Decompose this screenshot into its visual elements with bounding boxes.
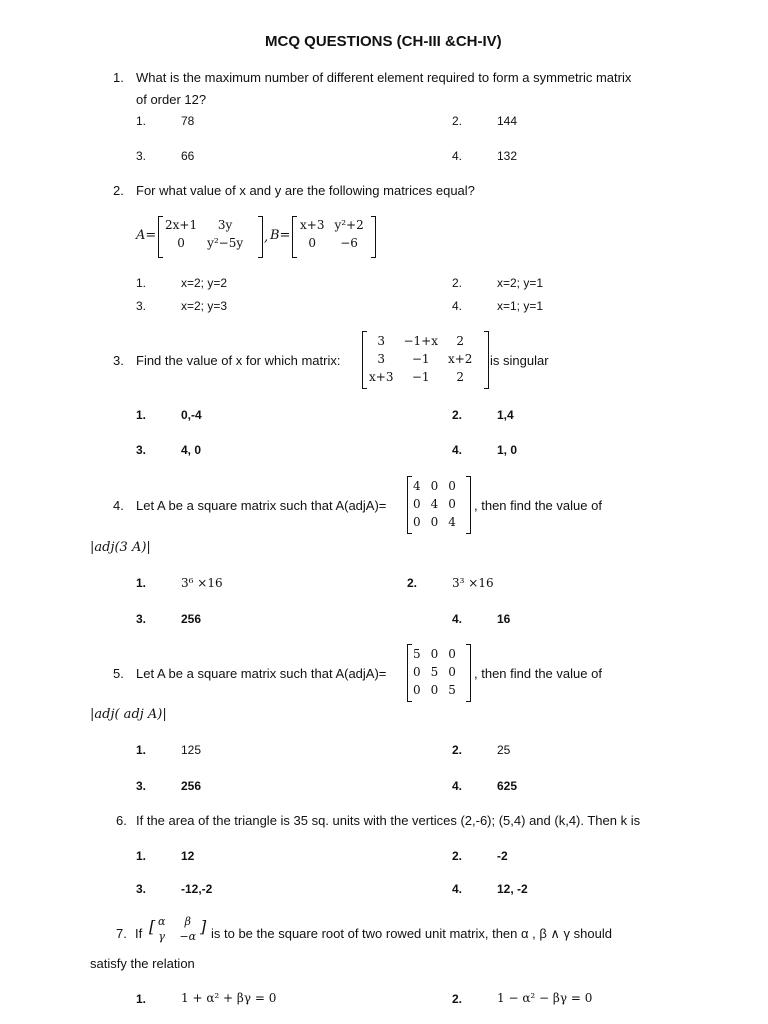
question-number: 6. — [116, 813, 127, 828]
option-number: 3. — [136, 779, 147, 793]
option-number: 2. — [407, 576, 418, 590]
matrix-cell: 3y — [217, 218, 233, 232]
question-text: If the area of the triangle is 35 sq. units with the vertices (2,-6); (5,4) and (k,4). Then k is — [136, 813, 641, 828]
option-number: 1. — [136, 743, 147, 757]
option-number: 4. — [452, 149, 463, 163]
matrix-cell: 4 — [430, 497, 439, 511]
question-prefix: If — [135, 926, 143, 941]
option-number: 1. — [136, 408, 147, 422]
matrix-cell: 0 — [413, 515, 421, 529]
option-number: 1. — [136, 576, 147, 590]
matrix-cell: α — [158, 915, 166, 928]
question-text: is to be the square root of two rowed unit matrix, then α , β ∧ γ should — [211, 926, 612, 941]
question-suffix: , then find the value of — [474, 498, 602, 513]
option-number: 3. — [136, 612, 147, 626]
option-value: x=2; y=2 — [181, 276, 228, 290]
matrix-cell: 2 — [456, 334, 465, 348]
option-number: 2. — [452, 992, 463, 1006]
matrix-cell: 0 — [413, 665, 421, 679]
question-number: 1. — [113, 70, 124, 85]
matrix-cell: 3 — [377, 352, 386, 366]
matrix-bracket-right — [466, 476, 471, 534]
option-number: 1. — [136, 276, 147, 290]
matrix-cell: 0 — [448, 665, 456, 679]
matrix-cell: 2 — [456, 370, 465, 384]
option-value: 125 — [181, 743, 202, 757]
question-text: For what value of x and y are the following matrices equal? — [136, 183, 475, 198]
question-number: 3. — [113, 353, 124, 368]
option-value: 1 + α² + βγ = 0 — [181, 991, 277, 1005]
matrix-cell: x+3 — [369, 370, 394, 384]
matrix-q7 — [151, 914, 203, 944]
option-number: 2. — [452, 276, 463, 290]
option-number: 3. — [136, 299, 147, 313]
matrix-separator: , — [264, 230, 269, 245]
matrix-bracket-right — [484, 331, 489, 389]
matrix-cell: 0 — [413, 497, 421, 511]
matrix-cell: 5 — [448, 683, 456, 697]
matrix-b — [295, 216, 369, 252]
option-value: 25 — [497, 743, 511, 757]
question-text: satisfy the relation — [90, 956, 195, 971]
matrix-q5 — [408, 645, 461, 699]
option-value: 625 — [497, 779, 518, 793]
option-number: 1. — [136, 849, 147, 863]
question-text: Find the value of x for which matrix: — [136, 353, 341, 368]
matrix-cell: −1 — [411, 370, 430, 384]
option-number: 1. — [136, 114, 147, 128]
matrix-cell: β — [184, 915, 191, 928]
matrix-bracket-right — [466, 644, 471, 702]
matrix-bracket-right: ] — [200, 917, 207, 936]
option-value: x=1; y=1 — [497, 299, 544, 313]
option-value: 132 — [497, 149, 518, 163]
option-value: 12 — [181, 849, 195, 863]
question-text: of order 12? — [136, 92, 207, 107]
page-title: MCQ QUESTIONS (CH-III &CH-IV) — [265, 33, 502, 50]
matrix-cell: 0 — [448, 497, 456, 511]
matrix-cell: −6 — [340, 236, 358, 250]
matrix-cell: 0 — [430, 479, 439, 493]
option-number: 1. — [136, 992, 147, 1006]
math-expression: |adj(3 A)| — [90, 540, 151, 555]
option-value: -12,-2 — [181, 882, 213, 896]
matrix-cell: 0 — [430, 647, 439, 661]
matrix-cell: 0 — [430, 683, 439, 697]
option-number: 4. — [452, 779, 463, 793]
matrix-q3 — [364, 332, 477, 386]
option-number: 2. — [452, 743, 463, 757]
matrix-cell: 5 — [430, 665, 439, 679]
option-value: 66 — [181, 149, 195, 163]
option-value: 3³ ×16 — [452, 576, 494, 590]
matrix-bracket-right — [258, 216, 263, 258]
option-value: 144 — [497, 114, 518, 128]
matrix-cell: 0 — [308, 236, 317, 250]
matrix-label-a: A= — [136, 228, 157, 243]
matrix-cell: 0 — [177, 236, 185, 250]
question-suffix: is singular — [490, 353, 549, 368]
matrix-q4 — [408, 477, 461, 531]
matrix-cell: 0 — [413, 683, 421, 697]
question-text: Let A be a square matrix such that A(adjA)= — [136, 666, 387, 681]
option-value: 12, -2 — [497, 882, 528, 896]
matrix-cell: x+2 — [447, 352, 473, 366]
matrix-label-b: B= — [270, 228, 291, 243]
option-number: 2. — [452, 114, 463, 128]
option-number: 3. — [136, 443, 147, 457]
matrix-cell: 0 — [448, 479, 456, 493]
option-number: 4. — [452, 443, 463, 457]
option-value: x=2; y=3 — [181, 299, 228, 313]
option-value: 0,-4 — [181, 408, 202, 422]
matrix-cell: 4 — [448, 515, 456, 529]
option-value: 4, 0 — [181, 443, 202, 457]
matrix-cell: 4 — [413, 479, 421, 493]
option-value: 3⁶ ×16 — [181, 576, 223, 590]
question-text: Let A be a square matrix such that A(adjA)= — [136, 498, 387, 513]
matrix-cell: y²−5y — [207, 236, 244, 250]
option-number: 4. — [452, 612, 463, 626]
option-value: 1,4 — [497, 408, 514, 422]
option-number: 3. — [136, 149, 147, 163]
matrix-a — [160, 216, 248, 252]
question-suffix: , then find the value of — [474, 666, 602, 681]
option-number: 2. — [452, 849, 463, 863]
matrix-cell: 0 — [448, 647, 456, 661]
option-value: 1 − α² − βγ = 0 — [497, 991, 593, 1005]
option-value: 256 — [181, 779, 202, 793]
option-value: -2 — [497, 849, 508, 863]
option-value: 256 — [181, 612, 202, 626]
matrix-bracket-left: [ — [149, 917, 156, 936]
matrix-cell: −1+x — [403, 334, 438, 348]
matrix-cell: −α — [179, 930, 197, 943]
question-number: 2. — [113, 183, 124, 198]
matrix-cell: 5 — [413, 647, 421, 661]
question-number: 7. — [116, 926, 127, 941]
question-text: What is the maximum number of different element required to form a symmetric matrix — [136, 70, 632, 85]
option-number: 4. — [452, 299, 463, 313]
question-number: 4. — [113, 498, 124, 513]
option-value: 1, 0 — [497, 443, 518, 457]
option-value: 16 — [497, 612, 511, 626]
matrix-cell: −1 — [411, 352, 430, 366]
matrix-cell: y²+2 — [334, 218, 364, 232]
option-value: x=2; y=1 — [497, 276, 544, 290]
matrix-bracket-right — [371, 216, 376, 258]
option-number: 2. — [452, 408, 463, 422]
matrix-cell: 2x+1 — [165, 218, 198, 232]
matrix-cell: x+3 — [300, 218, 325, 232]
matrix-cell: 3 — [377, 334, 386, 348]
math-expression: |adj( adj A)| — [90, 707, 167, 722]
matrix-cell: 0 — [430, 515, 439, 529]
option-number: 3. — [136, 882, 147, 896]
option-number: 4. — [452, 882, 463, 896]
question-number: 5. — [113, 666, 124, 681]
option-value: 78 — [181, 114, 195, 128]
matrix-cell: γ — [158, 930, 165, 943]
